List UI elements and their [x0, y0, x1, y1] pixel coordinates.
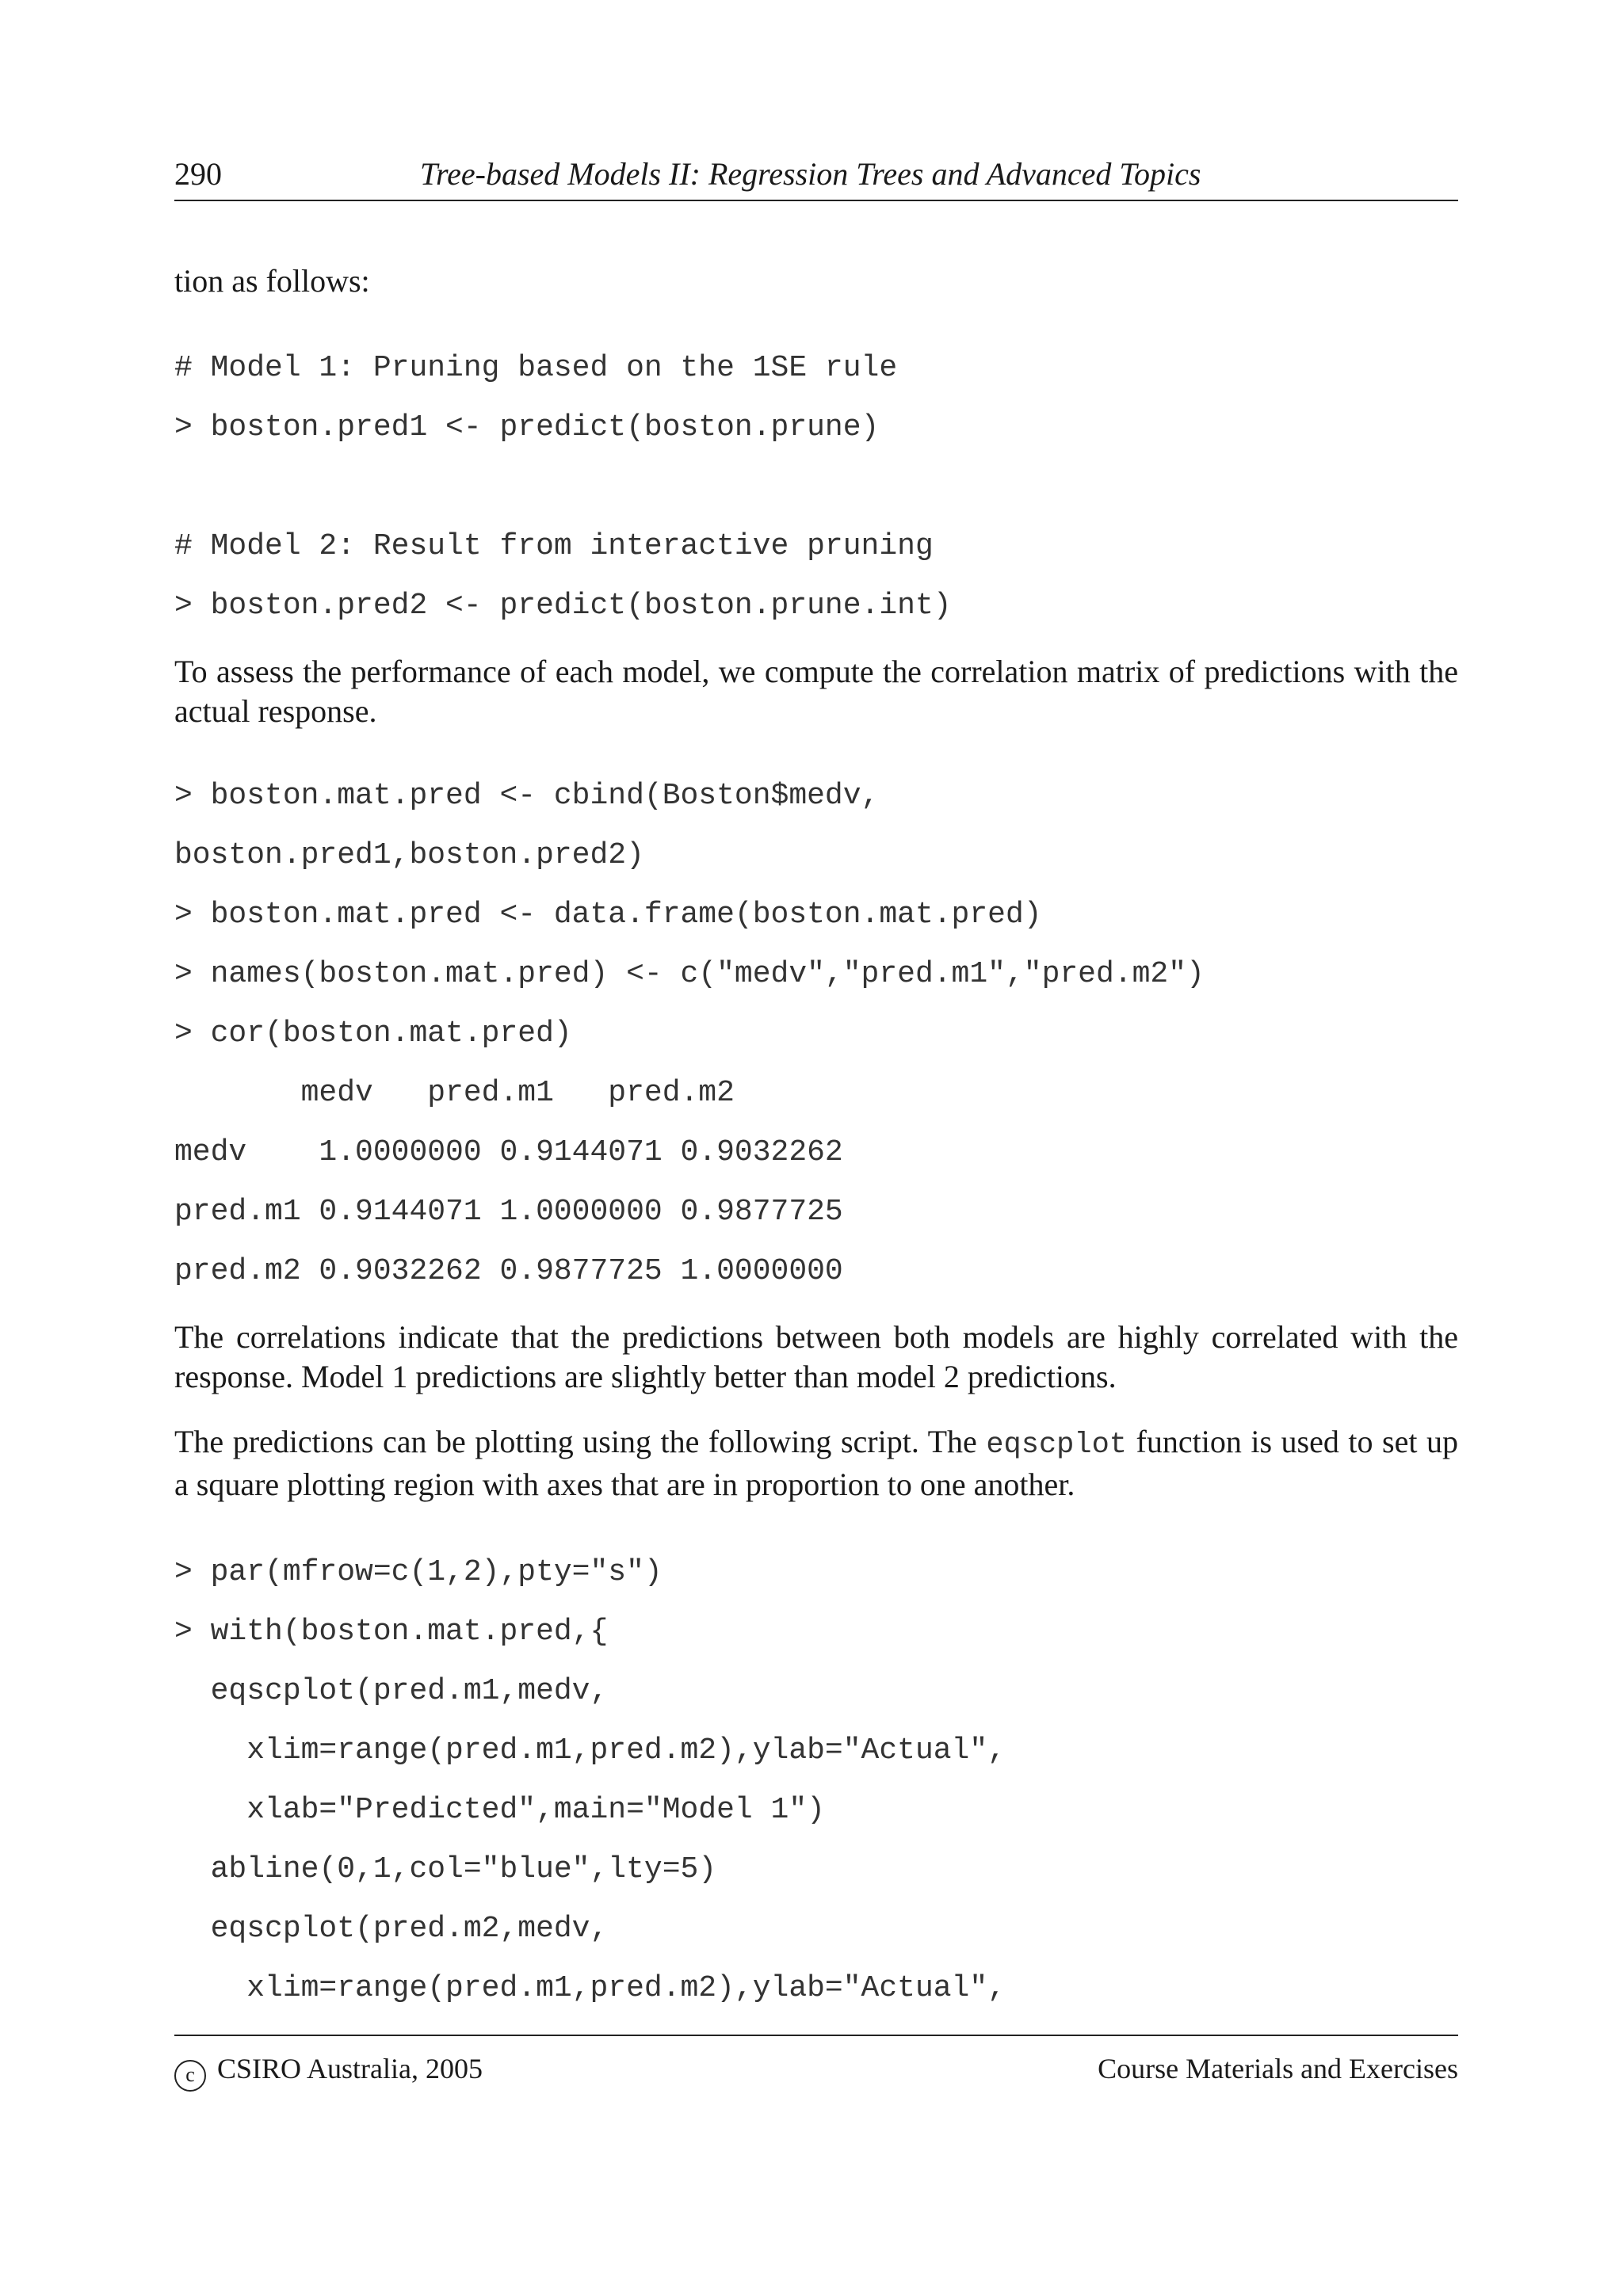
paragraph-correlations: The correlations indicate that the predictions between both models are highly correlated with the response. Model 1 predictions are slightly better than model 2 predictions. [174, 1319, 1458, 1394]
code-line: eqscplot(pred.m1,medv, [174, 1674, 609, 1708]
code-line: xlim=range(pred.m1,pred.m2),ylab="Actual", [174, 1971, 1006, 2005]
correlation-row: pred.m1 0.9144071 1.0000000 0.9877725 [174, 1195, 843, 1229]
code-line: abline(0,1,col="blue",lty=5) [174, 1852, 717, 1886]
inline-code-eqscplot: eqscplot [986, 1428, 1127, 1462]
code-line: > cor(boston.mat.pred) [174, 1016, 572, 1051]
footer-left-text: CSIRO Australia, 2005 [217, 2053, 483, 2084]
paragraph-text: function is used to set up a square plotting region with axes that are in proportion to one another. [174, 1424, 1458, 1502]
code-line: > par(mfrow=c(1,2),pty="s") [174, 1555, 663, 1589]
footer-copyright [174, 2052, 483, 2092]
page-header [174, 155, 1458, 201]
code-line: > boston.mat.pred <- data.frame(boston.mat.pred) [174, 898, 1042, 932]
paragraph-plotting [174, 1422, 1458, 1505]
copyright-icon: c [174, 2060, 206, 2092]
paragraph-intro: tion as follows: [174, 263, 370, 299]
correlation-header-row: medv pred.m1 pred.m2 [174, 1076, 735, 1110]
code-line: > boston.pred1 <- predict(boston.prune) [174, 410, 880, 444]
paragraph-assess: To assess the performance of each model, we compute the correlation matrix of predictions with the actual response. [174, 654, 1458, 729]
running-title: Tree-based Models II: Regression Trees and Advanced Topics [420, 156, 1201, 192]
code-line: > boston.mat.pred <- cbind(Boston$medv, [174, 779, 880, 813]
correlation-row: medv 1.0000000 0.9144071 0.9032262 [174, 1135, 843, 1169]
paragraph-text: The predictions can be plotting using the following script. The [174, 1424, 987, 1459]
code-line: > boston.pred2 <- predict(boston.prune.int) [174, 589, 952, 623]
code-line: xlim=range(pred.m1,pred.m2),ylab="Actual", [174, 1733, 1006, 1768]
footer-right-text: Course Materials and Exercises [1098, 2053, 1458, 2084]
code-line: eqscplot(pred.m2,medv, [174, 1912, 609, 1946]
code-line: # Model 2: Result from interactive pruning [174, 529, 934, 563]
code-line: xlab="Predicted",main="Model 1") [174, 1793, 825, 1827]
page-number: 290 [174, 156, 222, 192]
correlation-row: pred.m2 0.9032262 0.9877725 1.0000000 [174, 1254, 843, 1288]
code-line: > names(boston.mat.pred) <- c("medv","pred.m1","pred.m2") [174, 957, 1205, 991]
code-line: > with(boston.mat.pred,{ [174, 1615, 609, 1649]
code-line: boston.pred1,boston.pred2) [174, 838, 644, 872]
code-line: # Model 1: Pruning based on the 1SE rule [174, 351, 898, 385]
page-footer [174, 2035, 1458, 2092]
